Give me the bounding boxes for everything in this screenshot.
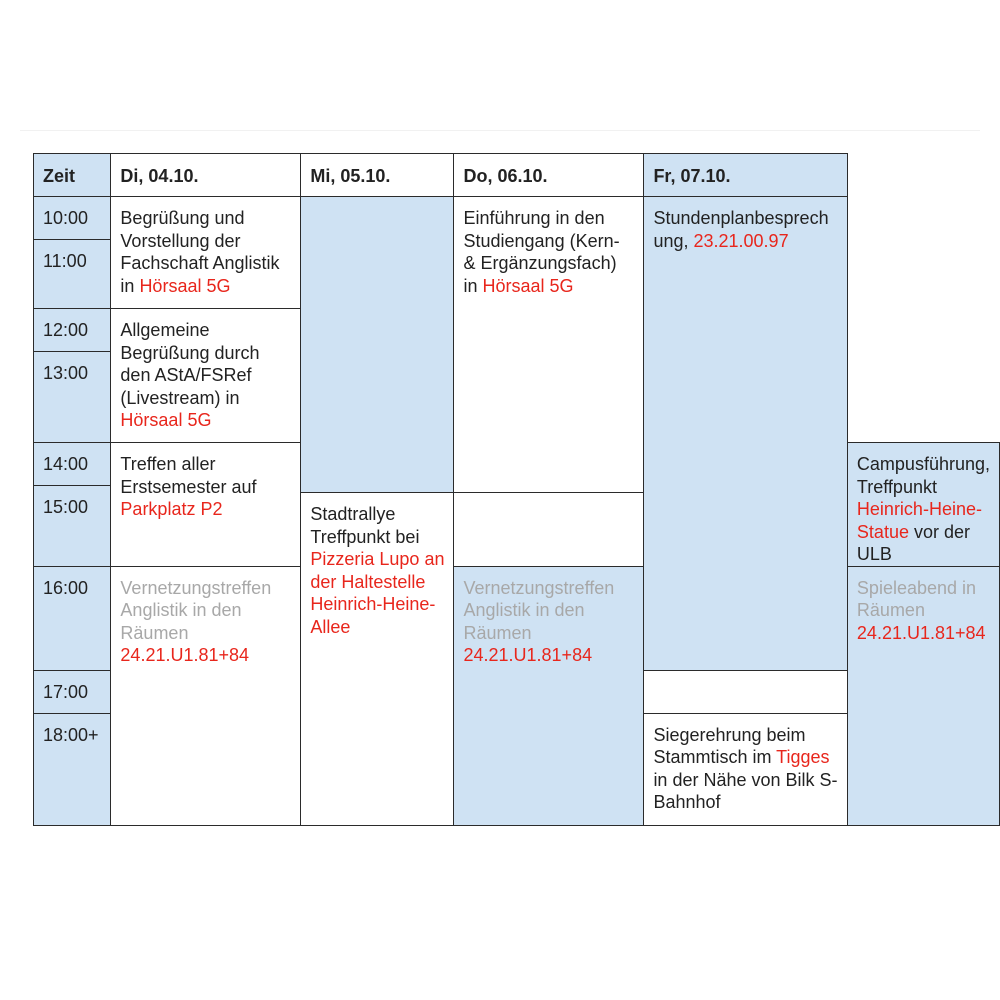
event-text: Campusführung, Treffpunkt [856,454,990,497]
time-cell: 14:00 [34,443,111,486]
event-location: 24.21.U1.81+84 [120,645,250,665]
time-cell: 12:00 [34,309,111,352]
time-cell: 11:00 [34,240,111,309]
event-text-after: in der Nähe von Bilk S-Bahnhof [653,769,838,812]
header-day-mi: Mi, 05.10. [301,154,454,197]
time-cell: 17:00 [34,670,111,713]
event-location: Pizzeria Lupo an der Haltestelle Heinrich-Heine-Allee [310,549,445,637]
header-zeit: Zeit [34,154,111,197]
event-mi-campus [847,443,999,567]
header-day-fr: Fr, 07.10. [644,154,847,197]
event-location: Tigges [776,747,830,767]
event-text: Vernetzungstreffen Anglistik in den Räumen [120,577,272,643]
event-location: Heinrich-Heine-Statue [856,499,982,542]
event-text: Spieleabend in Räumen [856,577,977,620]
event-fr-stundenplan [644,197,847,671]
time-cell: 15:00 [34,486,111,567]
time-cell: 10:00 [34,197,111,240]
event-text: Treffen aller Erstsemester auf [120,454,257,497]
event-text: Einführung in den Studiengang (Kern- & Ergänzungsfach) in [463,208,620,296]
event-do-einfuehrung [454,197,644,493]
time-cell: 18:00+ [34,713,111,825]
top-divider [20,130,980,131]
event-location: 24.21.U1.81+84 [856,622,986,643]
event-text: Stadtrallye Treffpunkt bei [310,504,420,547]
event-location: Hörsaal 5G [482,275,574,296]
event-text-after: vor der ULB [856,521,970,564]
empty-slot-mi [301,197,454,493]
time-cell: 13:00 [34,352,111,443]
event-text: Begrüßung und Vorstellung der Fachschaft Anglistik in [120,208,280,296]
event-di-treffen [111,443,301,567]
event-location: 24.21.U1.81+84 [463,645,593,665]
event-text: Allgemeine Begrüßung durch den AStA/FSRef (Livestream) in [120,320,260,408]
event-di-vernetzung [111,566,301,825]
time-cell: 16:00 [34,566,111,670]
event-text: Vernetzungstreffen Anglistik in den Räumen [463,577,615,643]
event-do-siegerehrung [644,713,847,825]
event-location: Hörsaal 5G [139,275,231,296]
event-di-asta [111,309,301,443]
event-fr-spieleabend [847,566,999,825]
event-location: Parkplatz P2 [120,499,223,519]
event-location: 23.21.00.97 [693,230,789,251]
event-mi-vernetzung [454,566,644,825]
schedule-table [33,153,1000,826]
event-text: Siegerehrung beim Stammtisch im [653,724,806,767]
header-day-do: Do, 06.10. [454,154,644,197]
event-text: Stundenplanbesprech ung, [653,208,829,251]
event-location: Hörsaal 5G [120,410,212,430]
event-do-stadtrallye [301,493,454,825]
event-di-begruessung [111,197,301,309]
header-day-di: Di, 04.10. [111,154,301,197]
